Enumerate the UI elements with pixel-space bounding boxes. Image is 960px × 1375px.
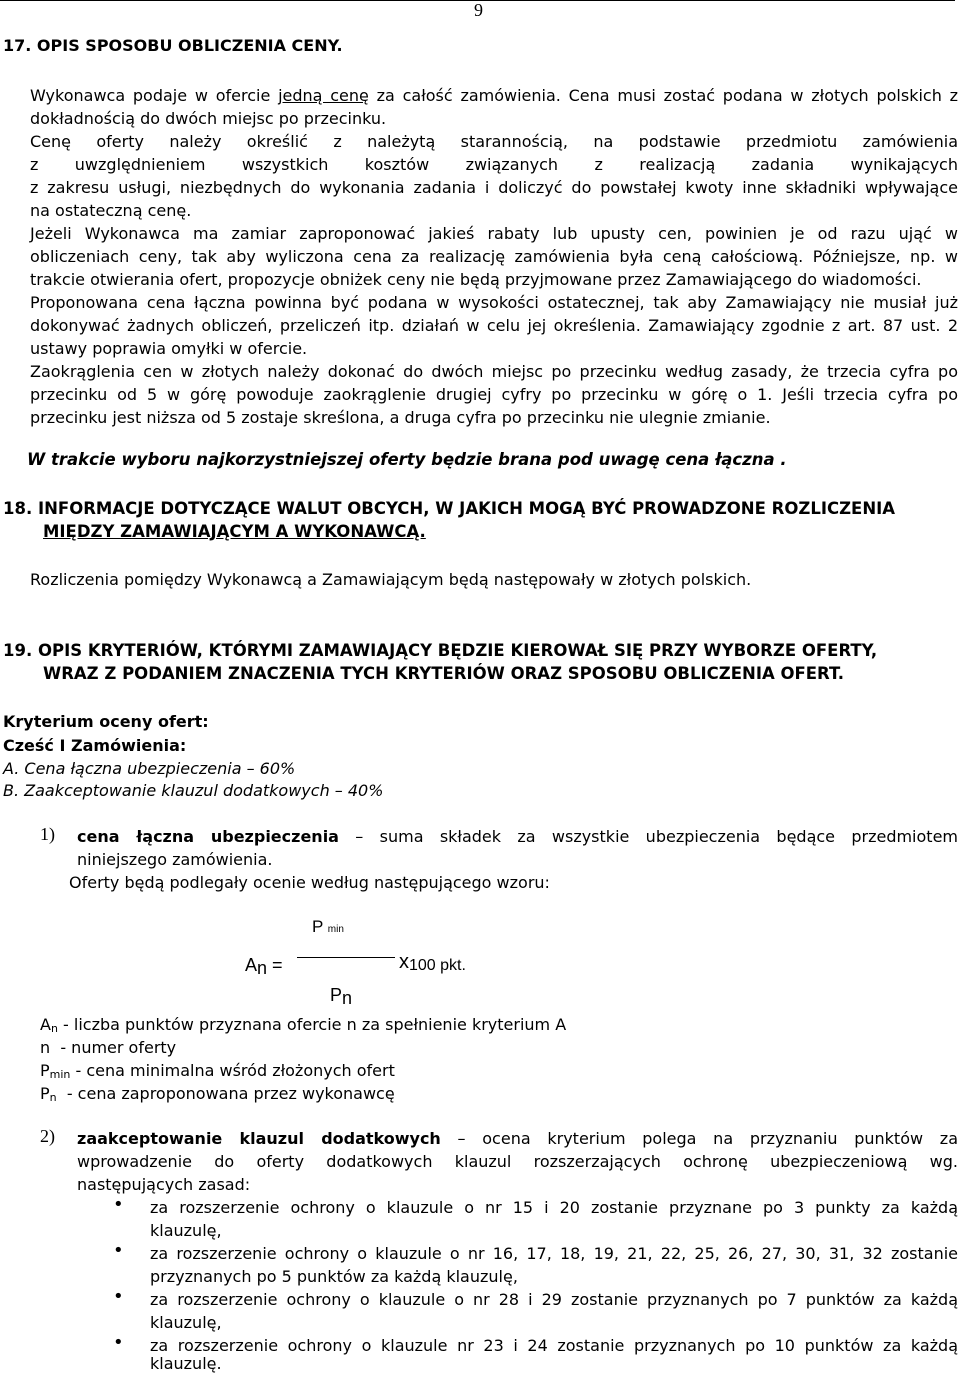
bullet-4-line1: za rozszerzenie ochrony o klauzule nr 23 i 24 zostanie przyznanych po 10 punktów za każdą — [150, 1336, 958, 1355]
s17-p2-line4: na ostateczną cenę. — [30, 201, 192, 220]
section-18-heading: 18. INFORMACJE DOTYCZĄCE WALUT OBCYCH, W JAKICH MOGĄ BYĆ PROWADZONE ROZLICZENIA MIĘDZY ZAMAWIAJĄCYM A WYKONAWCĄ. — [3, 499, 896, 541]
s17-p3-line3: trakcie otwierania ofert, propozycje obniżek ceny nie będą przyjmowane przez Zamawiającego do wiadomości. — [30, 270, 922, 289]
bullet-3-line2: klauzulę, — [150, 1313, 222, 1332]
criterion-a: A. Cena łączna ubezpieczenia – 60% — [3, 759, 296, 778]
price-emphasis: W trakcie wyboru najkorzystniejszej oferty będzie brana pod uwagę cena łączna . — [27, 450, 787, 469]
bullet-2-line2: przyznanych po 5 punktów za każdą klauzulę, — [150, 1267, 518, 1286]
formula-pn: Pn — [330, 985, 353, 1008]
s18-text: Rozliczenia pomiędzy Wykonawcą a Zamawiającym będą następowały w złotych polskich. — [30, 570, 752, 589]
bullet-marker: • — [113, 1332, 124, 1353]
legend-an: $A_n$ - liczba punktów przyznana ofercie n za spełnienie kryterium A — [40, 1015, 567, 1035]
bullet-4-line2: klauzulę. — [150, 1354, 222, 1373]
s17-p4-line3: ustawy poprawia omyłki w ofercie. — [30, 339, 308, 358]
s17-p3-line2: obliczeniach ceny, tak aby wyliczona cena za realizację zamówienia była ceną całościową. Późniejsze, np. w — [30, 247, 958, 266]
legend-n: n - numer oferty — [40, 1038, 177, 1057]
bullet-2-line1: za rozszerzenie ochrony o klauzule o nr 16, 17, 18, 19, 21, 22, 25, 26, 27, 30, 31, 32 zostanie — [150, 1244, 958, 1263]
underlined-price: jedną cenę — [278, 86, 369, 105]
section-19-heading: 19. OPIS KRYTERIÓW, KTÓRYMI ZAMAWIAJĄCY BĘDZIE KIEROWAŁ SIĘ PRZY WYBORZE OFERTY, WRAZ Z PODANIEM ZNACZENIA TYCH KRYTERIÓW ORAZ SPOSOBU OBLICZENIA OFERT. — [3, 641, 878, 683]
bullet-marker: • — [113, 1286, 124, 1307]
criteria-title: Kryterium oceny ofert: — [3, 712, 209, 731]
bullet-3-line1: za rozszerzenie ochrony o klauzule o nr 28 i 29 zostanie przyznanych po 7 punktów za każdą — [150, 1290, 958, 1309]
item-1-number: 1) — [40, 824, 55, 844]
item-1-line3: Oferty będą podlegały ocenie według następującego wzoru: — [69, 873, 550, 892]
page-number: 9 — [474, 0, 483, 20]
s17-p5-line1: Zaokrąglenia cen w złotych należy dokonać do dwóch miejsc po przecinku według zasady, że trzecia cyfra po — [30, 362, 958, 381]
legend-pmin: $P_{min}$ - cena minimalna wśród złożonych ofert — [40, 1061, 395, 1081]
formula-times: x — [399, 951, 409, 973]
s17-p1-line2: dokładnością do dwóch miejsc po przecinku. — [30, 109, 387, 128]
item-2-line2: wprowadzenie do oferty dodatkowych klauzul rozszerzających ochronę ubezpieczeniową wg. — [77, 1152, 958, 1171]
item-2-line1: zaakceptowanie klauzul dodatkowych – ocena kryterium polega na przyznaniu punktów za — [77, 1129, 958, 1148]
s17-p4-line1: Proponowana cena łączna powinna być podana w wysokości ostatecznej, tak aby Zamawiający nie musiał już — [30, 293, 958, 312]
bullet-marker: • — [113, 1240, 124, 1261]
s17-p4-line2: dokonywać żadnych obliczeń, przeliczeń itp. działań w celu jej określenia. Zamawiający zgodnie z art. 87 ust. 2 — [30, 316, 958, 335]
legend-pn: $P_n$ - cena zaproponowana przez wykonawcę — [40, 1084, 395, 1104]
s17-p5-line3: przecinku jest niższa od 5 zostaje skreślona, a druga cyfra po przecinku nie ulegnie zmianie. — [30, 408, 771, 427]
formula-an: An = — [245, 955, 283, 978]
item-2-number: 2) — [40, 1126, 55, 1146]
s17-p5-line2: przecinku od 5 w górę powoduje zaokrąglenie drugiej cyfry po przecinku w górę o 1. Jeśli trzecia cyfra po — [30, 385, 958, 404]
formula-p-min: P min — [312, 917, 344, 936]
s17-p2-line1: Cenę oferty należy określić z należytą starannością, na podstawie przedmiotu zamówienia — [30, 132, 958, 151]
s17-p1-line1: Wykonawca podaje w ofercie jedną cenę za całość zamówienia. Cena musi zostać podana w złotych polskich z — [30, 86, 959, 105]
s17-p2-line3: z zakresu usługi, niezbędnych do wykonania zadania i doliczyć do powstałej kwoty inne składniki wpływające — [30, 178, 958, 197]
formula-points: 100 pkt. — [409, 957, 466, 974]
item-1-line2: niniejszego zamówienia. — [77, 850, 273, 869]
criterion-b: B. Zaakceptowanie klauzul dodatkowych – 40% — [3, 781, 384, 800]
s17-p2-line2: z uwzględnieniem wszystkich kosztów związanych z realizacją zadania wynikających — [30, 155, 958, 174]
fraction-line — [297, 957, 395, 958]
s17-p3-line1: Jeżeli Wykonawca ma zamiar zaproponować jakieś rabaty lub upusty cen, powinien je od razu ująć w — [30, 224, 958, 243]
bullet-1-line2: klauzulę, — [150, 1221, 222, 1240]
section-17-heading: 17. OPIS SPOSOBU OBLICZENIA CENY. — [3, 36, 343, 55]
part-title: Cześć I Zamówienia: — [3, 736, 187, 755]
bullet-marker: • — [113, 1194, 124, 1215]
item-2-line3: następujących zasad: — [77, 1175, 251, 1194]
bullet-1-line1: za rozszerzenie ochrony o klauzule o nr 15 i 20 zostanie przyznane po 3 punkty za każdą — [150, 1198, 958, 1217]
item-1-line1: cena łączna ubezpieczenia – suma składek za wszystkie ubezpieczenia będące przedmiotem — [77, 827, 958, 846]
